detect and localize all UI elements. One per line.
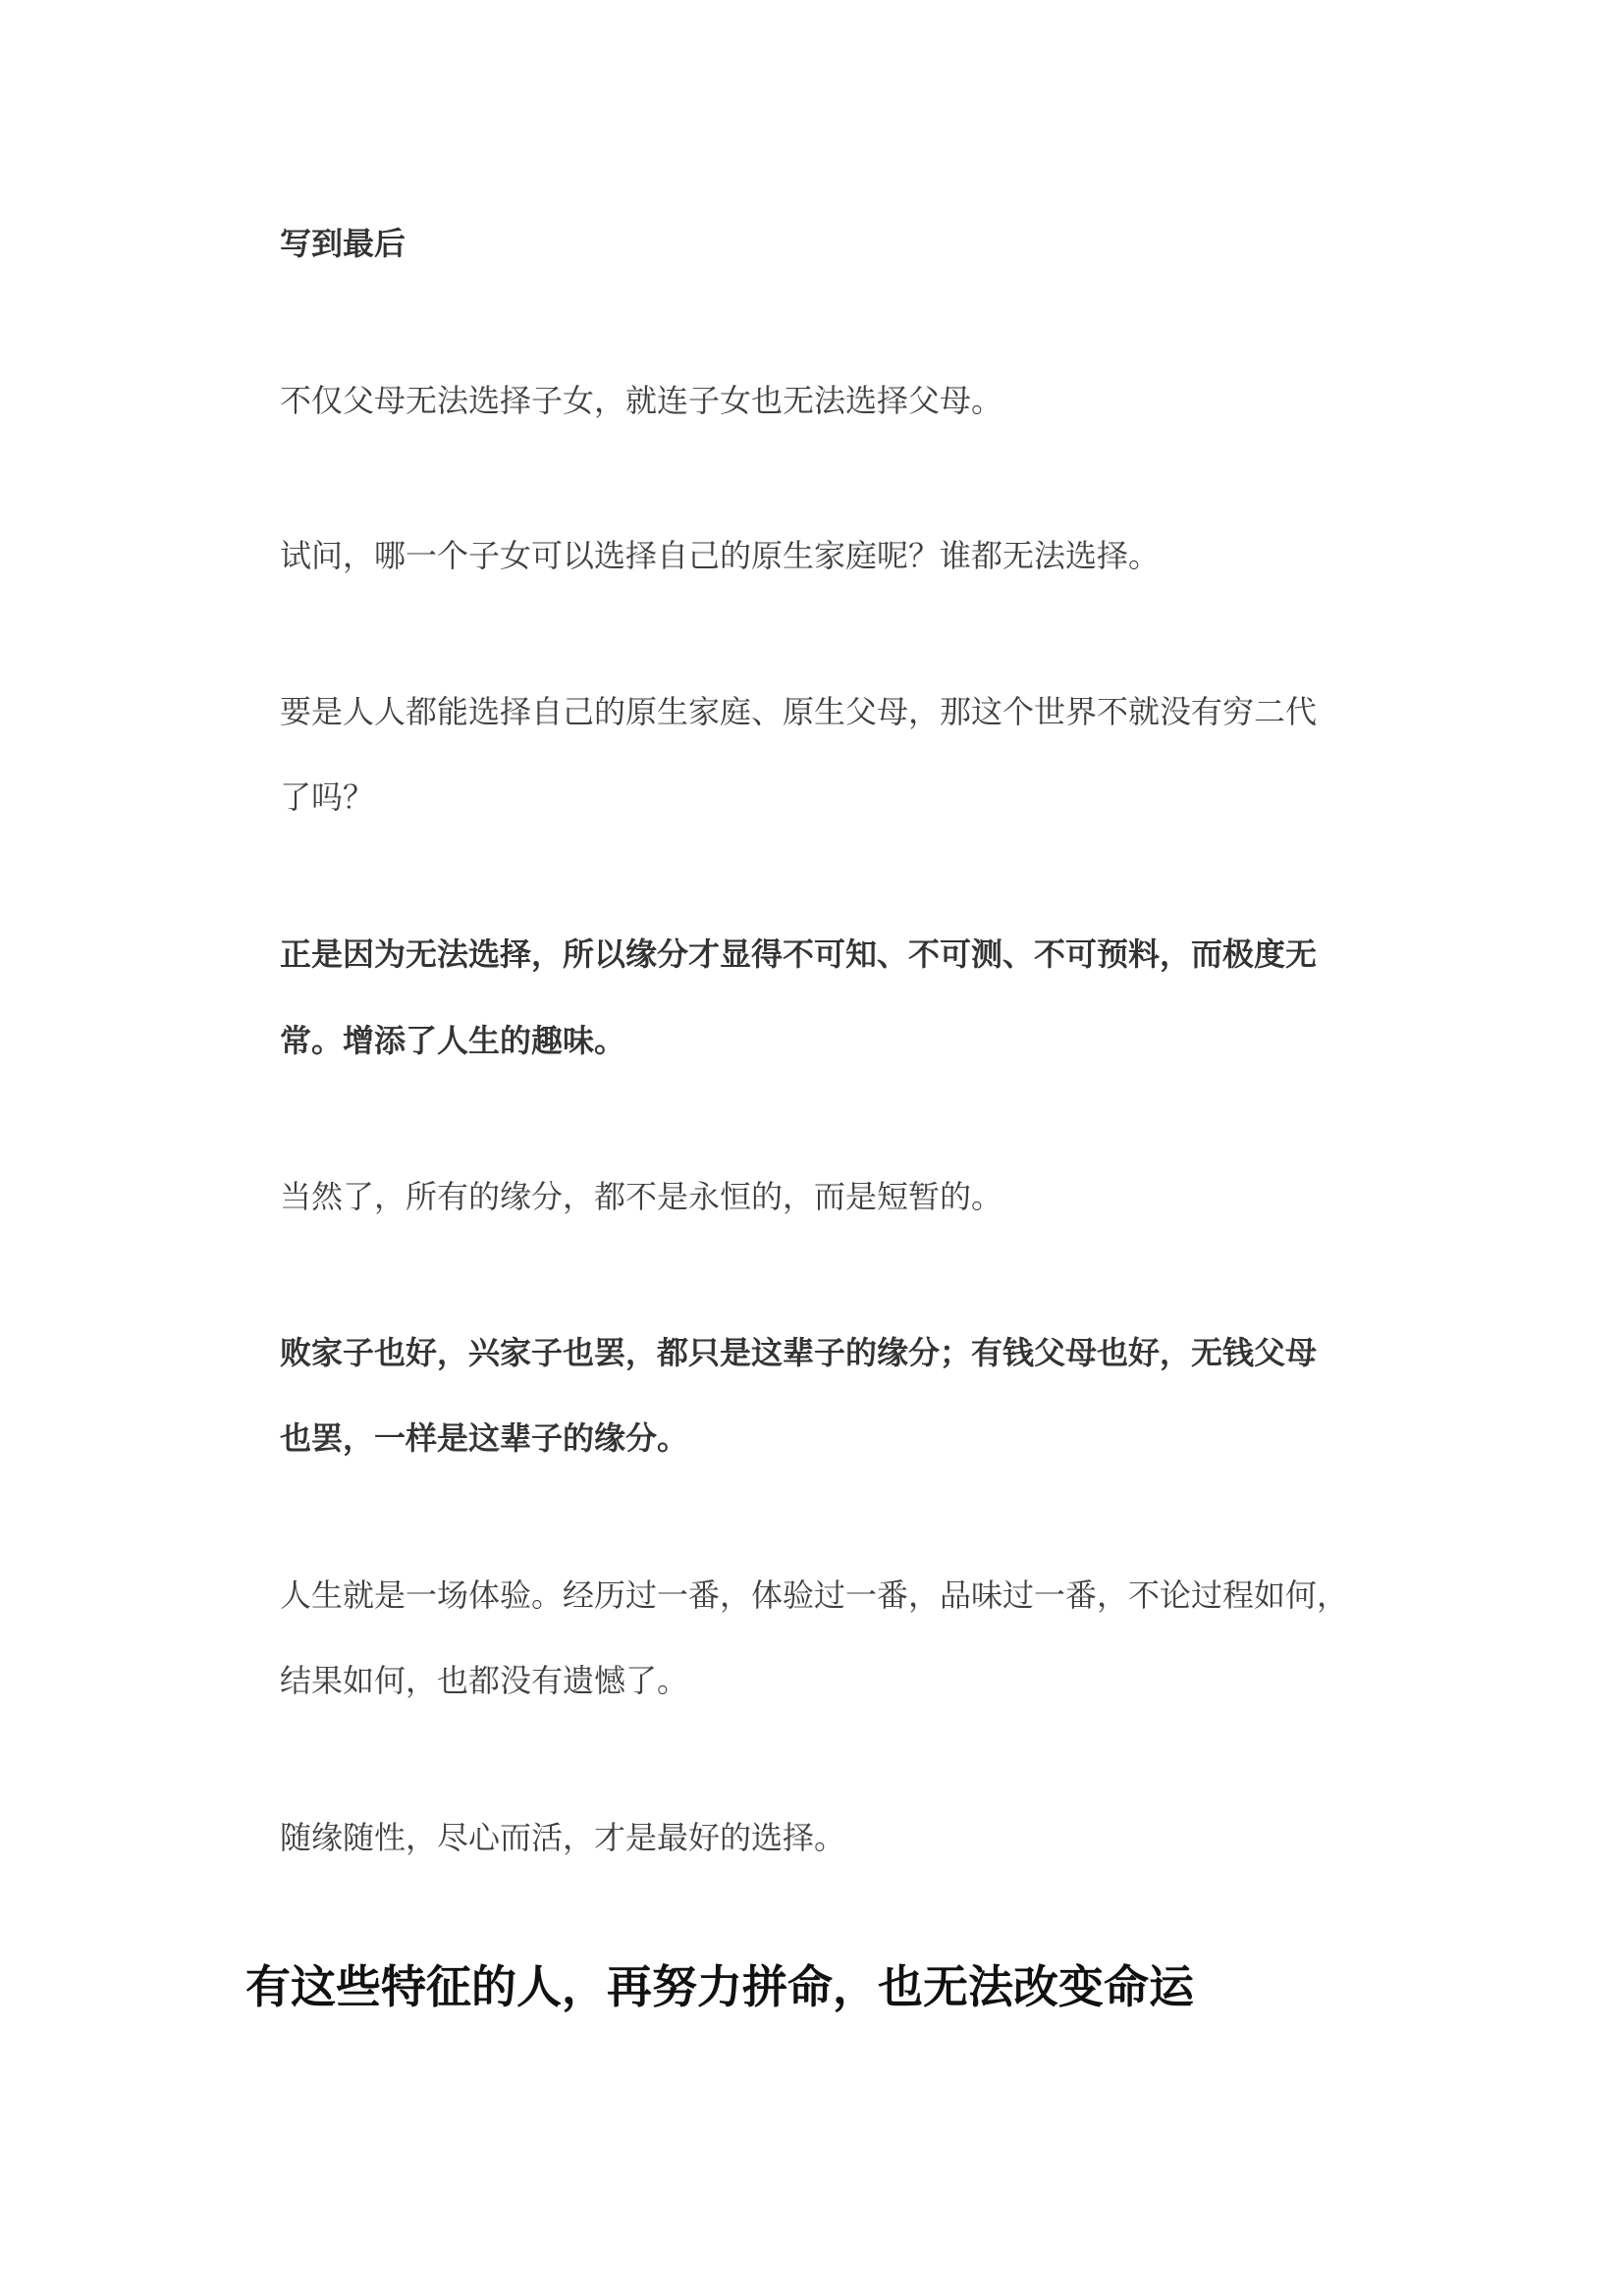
paragraph-6-line-2: 也罢，一样是这辈子的缘分。 xyxy=(280,1419,689,1457)
paragraph-4-line-1: 正是因为无法选择，所以缘分才显得不可知、不可测、不可预料，而极度无 xyxy=(280,935,1318,973)
paragraph-7-line-2: 结果如何，也都没有遗憾了。 xyxy=(280,1662,689,1699)
section-heading: 写到最后 xyxy=(280,225,406,262)
paragraph-1: 不仅父母无法选择子女，就连子女也无法选择父母。 xyxy=(280,382,1003,419)
paragraph-2: 试问，哪一个子女可以选择自己的原生家庭呢？谁都无法选择。 xyxy=(280,537,1161,574)
paragraph-5: 当然了，所有的缘分，都不是永恒的，而是短暂的。 xyxy=(280,1178,1003,1215)
next-article-title: 有这些特征的人，再努力拼命，也无法改变命运 xyxy=(245,1960,1194,2013)
paragraph-4-line-2: 常。增添了人生的趣味。 xyxy=(280,1022,626,1059)
paragraph-6-line-1: 败家子也好，兴家子也罢，都只是这辈子的缘分；有钱父母也好，无钱父母 xyxy=(280,1334,1318,1371)
paragraph-3-line-1: 要是人人都能选择自己的原生家庭、原生父母，那这个世界不就没有穷二代 xyxy=(280,693,1318,730)
paragraph-7-line-1: 人生就是一场体验。经历过一番，体验过一番，品味过一番，不论过程如何， xyxy=(280,1576,1349,1614)
paragraph-3-line-2: 了吗？ xyxy=(280,778,375,816)
paragraph-8: 随缘随性，尽心而活，才是最好的选择。 xyxy=(280,1819,846,1856)
